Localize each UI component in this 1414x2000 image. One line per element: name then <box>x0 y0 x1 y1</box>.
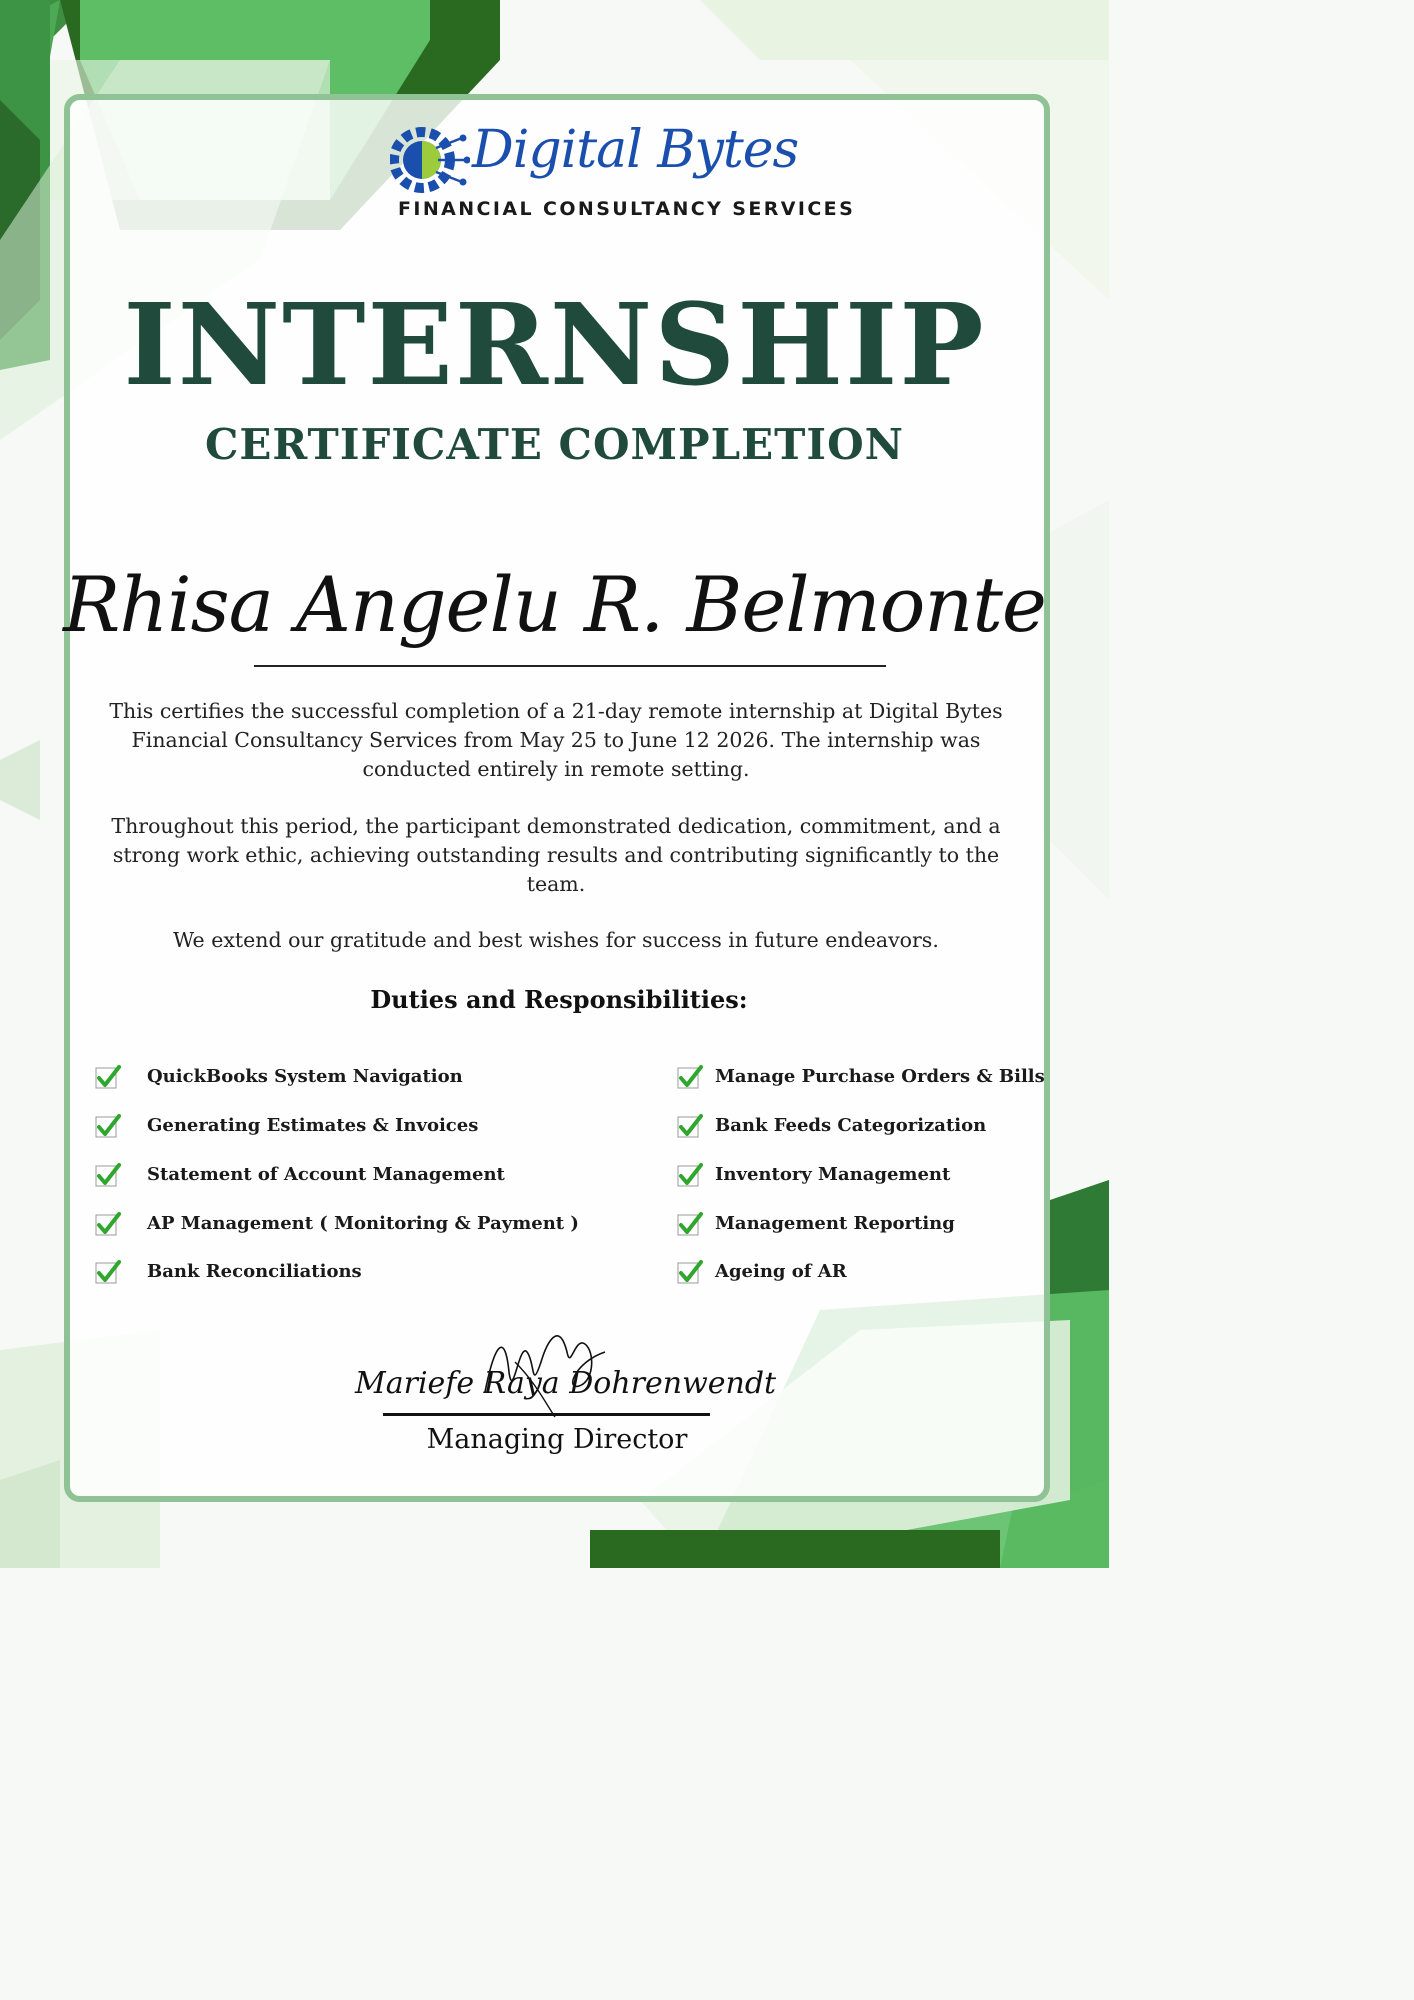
performance-paragraph: Throughout this period, the participant demonstrated dedication, commitment, and a strong work ethic, achieving outstanding results and contributing significantly to the team. <box>111 814 1001 896</box>
checkmark-icon <box>95 1259 121 1285</box>
brand-name: Digital Bytes <box>472 120 799 180</box>
certificate-title: INTERNSHIP <box>123 280 986 411</box>
recipient-name: Rhisa Angelu R. Belmonte <box>63 560 1046 649</box>
checkmark-icon <box>677 1162 703 1188</box>
checkmark-icon <box>677 1064 703 1090</box>
gear-circuit-icon <box>390 120 470 200</box>
duty-label: Ageing of AR <box>715 1261 847 1282</box>
duty-label: Statement of Account Management <box>147 1164 505 1185</box>
signatory-name: Mariefe Raya Dohrenwendt <box>355 1366 777 1401</box>
checkmark-icon <box>95 1211 121 1237</box>
duty-label: Inventory Management <box>715 1164 951 1185</box>
duty-label: QuickBooks System Navigation <box>147 1066 463 1087</box>
duty-label: AP Management ( Monitoring & Payment ) <box>147 1213 579 1234</box>
name-underline <box>254 665 886 667</box>
brand-tagline: FINANCIAL CONSULTANCY SERVICES <box>398 198 856 220</box>
checkmark-icon <box>95 1162 121 1188</box>
signature-line <box>383 1413 710 1416</box>
duties-heading: Duties and Responsibilities: <box>370 985 748 1014</box>
duty-label: Bank Feeds Categorization <box>715 1115 987 1136</box>
company-logo <box>390 118 856 228</box>
signatory-role: Managing Director <box>426 1424 688 1455</box>
checkmark-icon <box>95 1113 121 1139</box>
checkmark-icon <box>677 1211 703 1237</box>
closing-paragraph: We extend our gratitude and best wishes for success in future endeavors. <box>173 928 939 952</box>
duty-label: Manage Purchase Orders & Bills <box>715 1066 1045 1087</box>
duty-label: Management Reporting <box>715 1213 955 1234</box>
signature-block <box>355 1340 777 1420</box>
certificate-subtitle: CERTIFICATE COMPLETION <box>204 420 905 469</box>
certification-paragraph: This certifies the successful completion of a 21-day remote internship at Digital Bytes Financial Consultancy Services from May 25 to June 12 2026. The internship was conducted entirely in remote setting. <box>109 699 1003 781</box>
checkmark-icon <box>677 1259 703 1285</box>
checkmark-icon <box>95 1064 121 1090</box>
checkmark-icon <box>677 1113 703 1139</box>
duty-label: Bank Reconciliations <box>147 1261 362 1282</box>
duty-label: Generating Estimates & Invoices <box>147 1115 479 1136</box>
